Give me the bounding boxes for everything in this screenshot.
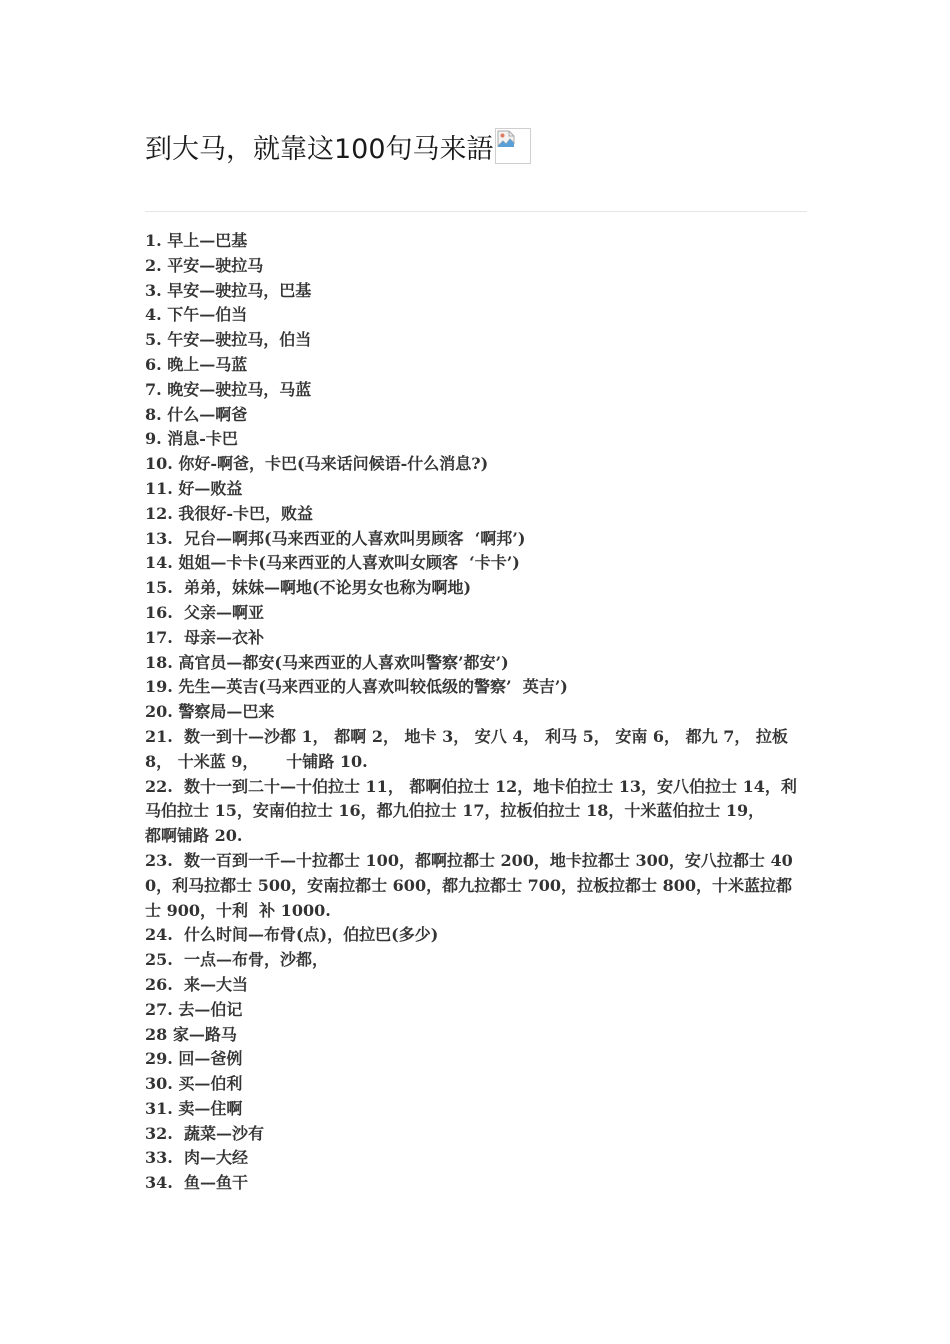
list-item: 22. 数十一到二十—十伯拉士 11， 都啊伯拉士 12，地卡伯拉士 13，安八伯拉士 14，利马伯拉士 15，安南伯拉士 16，都九伯拉士 17，拉板伯拉士 18，十米蓝伯拉士 19， 都啊铺路 20.	[145, 776, 832, 846]
list-item: 16. 父亲—啊亚	[145, 602, 264, 622]
list-item: 1. 早上—巴基	[145, 231, 248, 250]
list-item: 14. 姐姐—卡卡(马来西亚的人喜欢叫女顾客 ‘卡卡’)	[145, 553, 520, 573]
list-item: 20. 警察局—巴来	[145, 702, 275, 722]
list-item: 5. 午安—驶拉马，伯当	[145, 330, 312, 350]
list-item: 8. 什么—啊爸	[145, 404, 248, 424]
list-item: 24. 什么时间—布骨(点)，伯拉巴(多少)	[145, 925, 439, 945]
list-item: 15. 弟弟，妹妹—啊地(不论男女也称为啊地)	[145, 578, 472, 598]
list-item: 34. 鱼—鱼干	[145, 1173, 248, 1193]
phrase-list	[145, 229, 832, 1196]
divider	[145, 211, 807, 212]
list-item: 31. 卖—住啊	[145, 1098, 243, 1118]
list-item: 11. 好—败益	[145, 478, 243, 498]
list-item: 30. 买—伯利	[145, 1074, 243, 1094]
list-item: 18. 高官员—都安(马来西亚的人喜欢叫警察’都安’)	[145, 652, 509, 672]
list-item: 28 家—路马	[145, 1024, 237, 1044]
list-item: 29. 回—爸例	[145, 1049, 243, 1069]
list-item: 13. 兄台—啊邦(马来西亚的人喜欢叫男顾客 ‘啊邦’)	[145, 528, 526, 548]
page-title: 到大马，就靠这100句马来語	[145, 134, 494, 165]
broken-image-icon	[495, 128, 531, 164]
list-item: 26. 来—大当	[145, 974, 248, 994]
list-item: 6. 晚上—马蓝	[145, 354, 248, 374]
list-item: 12. 我很好-卡巴，败益	[145, 503, 314, 523]
list-item: 32. 蔬菜—沙有	[145, 1123, 264, 1143]
list-item: 33. 肉—大经	[145, 1148, 248, 1168]
list-item: 19. 先生—英吉(马来西亚的人喜欢叫较低级的警察’ 英吉’)	[145, 677, 568, 697]
list-item: 3. 早安—驶拉马，巴基	[145, 280, 312, 300]
list-item: 17. 母亲—衣补	[145, 627, 264, 647]
list-item: 9. 消息-卡巴	[145, 429, 238, 449]
title-row	[145, 124, 531, 168]
list-item: 23. 数一百到一千—十拉都士 100，都啊拉都士 200，地卡拉都士 300，安八拉都士 400，利马拉都士 500，安南拉都士 600，都九拉都士 700，拉板拉都士 800，十米蓝拉都士 900，十利 补 1000.	[145, 850, 793, 920]
list-item: 21. 数一到十—沙都 1， 都啊 2， 地卡 3， 安八 4， 利马 5， 安南 6， 都九 7， 拉板 8， 十米蓝 9， 十铺路 10.	[145, 726, 794, 771]
list-item: 25. 一点—布骨，沙都，	[145, 950, 328, 970]
list-item: 10. 你好-啊爸，卡巴(马来话问候语-什么消息?)	[145, 454, 489, 474]
list-item: 27. 去—伯记	[145, 999, 243, 1019]
list-item: 2. 平安—驶拉马	[145, 255, 264, 275]
list-item: 7. 晚安—驶拉马，马蓝	[145, 379, 312, 399]
list-item: 4. 下午—伯当	[145, 305, 248, 325]
